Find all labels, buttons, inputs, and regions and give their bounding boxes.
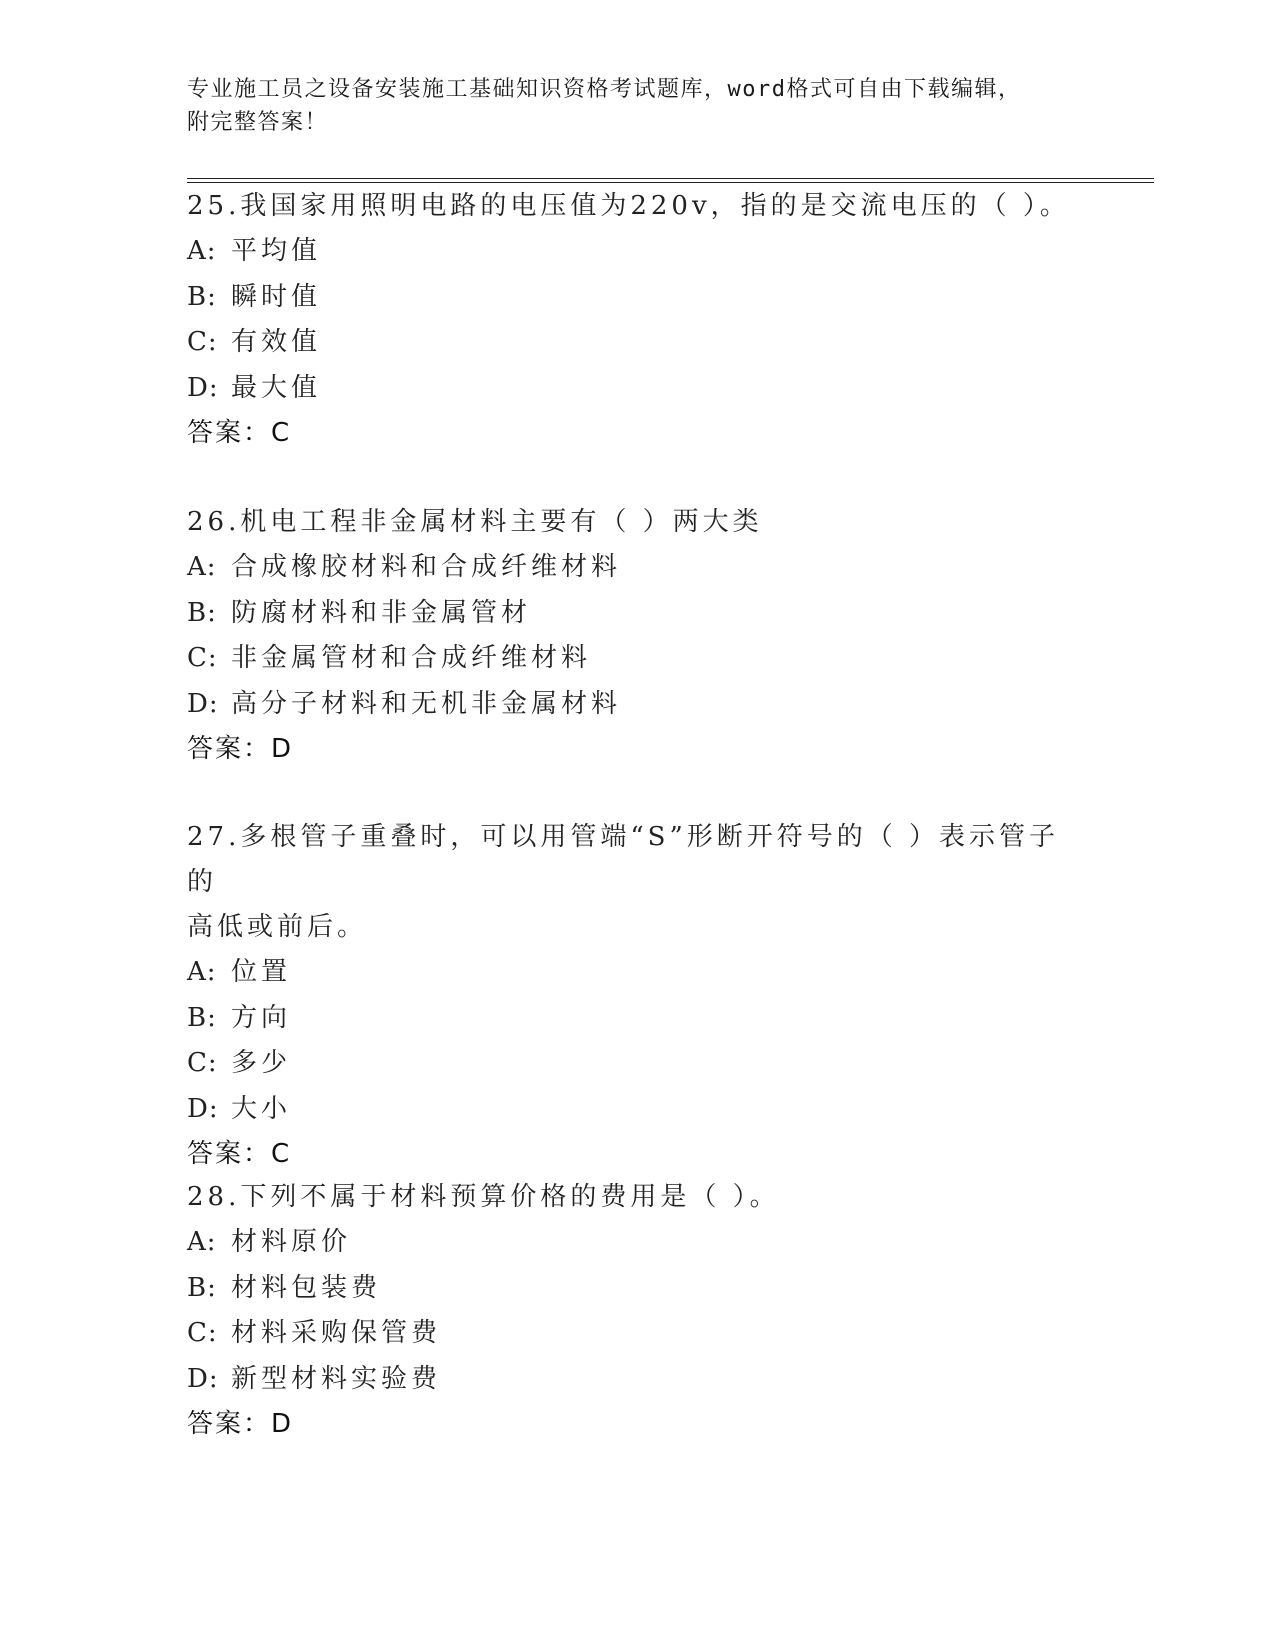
- option-letter: A:: [187, 552, 217, 582]
- option-text: 材料采购保管费: [231, 1318, 442, 1348]
- option-letter: D:: [187, 372, 219, 403]
- option-letter: A:: [187, 236, 217, 266]
- option-b: [187, 996, 1087, 1042]
- question-title: 25.我国家用照明电路的电压值为220v，指的是交流电压的（ ）。: [187, 191, 1070, 221]
- question-28: [187, 1175, 1087, 1447]
- option-text: 方向: [231, 1002, 292, 1033]
- question-title: 26.机电工程非金属材料主要有（ ）两大类: [187, 507, 763, 537]
- option-c: [187, 1041, 1087, 1087]
- option-letter: D:: [187, 688, 219, 719]
- question-title-line-1: 27.多根管子重叠时，可以用管端“S”形断开符号的（ ）表示管子的: [187, 822, 1060, 897]
- option-text: 合成橡胶材料和合成纤维材料: [231, 552, 622, 582]
- option-letter: C:: [187, 1318, 218, 1348]
- document-header: [187, 73, 1067, 139]
- option-a: [187, 1220, 1087, 1266]
- option-letter: A:: [187, 957, 217, 987]
- option-text: 多少: [231, 1048, 292, 1078]
- question-26: [187, 500, 1087, 772]
- answer-line: 答案：C: [187, 418, 292, 448]
- option-text: 位置: [231, 957, 292, 987]
- question-25: [187, 184, 1087, 456]
- option-a: [187, 950, 1087, 996]
- option-letter: C:: [187, 327, 218, 357]
- option-c: [187, 1311, 1087, 1357]
- answer-line: 答案：D: [187, 1409, 294, 1439]
- option-d: [187, 1087, 1087, 1133]
- option-text: 材料原价: [231, 1227, 352, 1257]
- option-letter: C:: [187, 643, 218, 673]
- header-line-2: 附完整答案！: [187, 110, 329, 135]
- option-text: 最大值: [231, 372, 322, 403]
- option-text: 瞬时值: [231, 281, 322, 312]
- option-text: 材料包装费: [231, 1272, 382, 1303]
- option-letter: D:: [187, 1363, 219, 1394]
- header-divider: [187, 178, 1154, 183]
- option-text: 新型材料实验费: [231, 1363, 442, 1394]
- option-letter: C:: [187, 1048, 218, 1078]
- option-b: [187, 1266, 1087, 1312]
- question-27: [187, 815, 1087, 1177]
- option-letter: B:: [187, 1002, 217, 1033]
- option-letter: B:: [187, 1272, 217, 1303]
- question-title: 28.下列不属于材料预算价格的费用是（ ）。: [187, 1182, 780, 1212]
- option-text: 平均值: [231, 236, 322, 266]
- option-text: 防腐材料和非金属管材: [231, 597, 532, 628]
- option-c: [187, 636, 1087, 682]
- option-letter: B:: [187, 597, 217, 628]
- option-d: [187, 1357, 1087, 1403]
- option-a: [187, 229, 1087, 275]
- option-a: [187, 545, 1087, 591]
- option-text: 大小: [231, 1093, 292, 1124]
- option-d: [187, 366, 1087, 412]
- answer-line: 答案：C: [187, 1139, 292, 1169]
- option-letter: D:: [187, 1093, 219, 1124]
- option-d: [187, 682, 1087, 728]
- option-text: 非金属管材和合成纤维材料: [231, 643, 592, 673]
- option-c: [187, 320, 1087, 366]
- question-title-line-2: 高低或前后。: [187, 912, 368, 942]
- option-b: [187, 275, 1087, 321]
- header-line-1: 专业施工员之设备安装施工基础知识资格考试题库，word格式可自由下载编辑，: [187, 77, 1022, 102]
- option-text: 有效值: [231, 327, 322, 357]
- option-b: [187, 591, 1087, 637]
- answer-line: 答案：D: [187, 734, 294, 764]
- option-letter: B:: [187, 281, 217, 312]
- option-letter: A:: [187, 1227, 217, 1257]
- option-text: 高分子材料和无机非金属材料: [231, 688, 622, 719]
